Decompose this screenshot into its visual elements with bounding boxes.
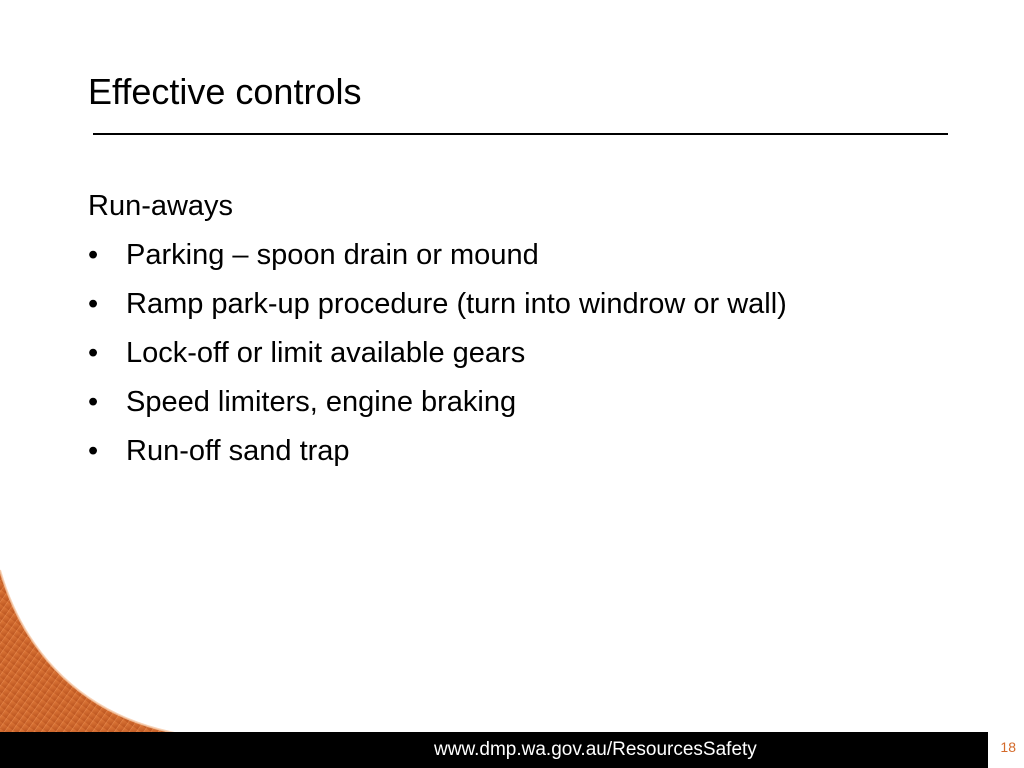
bullet-icon: • [88,435,99,467]
bullet-text: Speed limiters, engine braking [126,386,517,418]
bullet-item [88,237,787,286]
page-number: 18 [1000,739,1016,755]
bullet-text: Run-off sand trap [126,435,350,467]
bullet-text: Ramp park-up procedure (turn into windrow or wall) [126,288,787,320]
slide-title: Effective controls [88,71,362,112]
bullet-icon: • [88,288,99,320]
bullet-icon: • [88,239,99,271]
bullet-text: Parking – spoon drain or mound [126,239,539,271]
bullet-text: Lock-off or limit available gears [126,337,526,369]
bullet-item [88,335,787,384]
bullet-icon: • [88,337,99,369]
bullet-item [88,433,787,482]
bullet-item [88,286,787,335]
footer-url[interactable]: www.dmp.wa.gov.au/ResourcesSafety [434,739,757,760]
bullet-list [88,237,787,482]
title-divider [93,133,948,135]
bullet-icon: • [88,386,99,418]
bullet-item [88,384,787,433]
section-heading: Run-aways [88,190,234,222]
